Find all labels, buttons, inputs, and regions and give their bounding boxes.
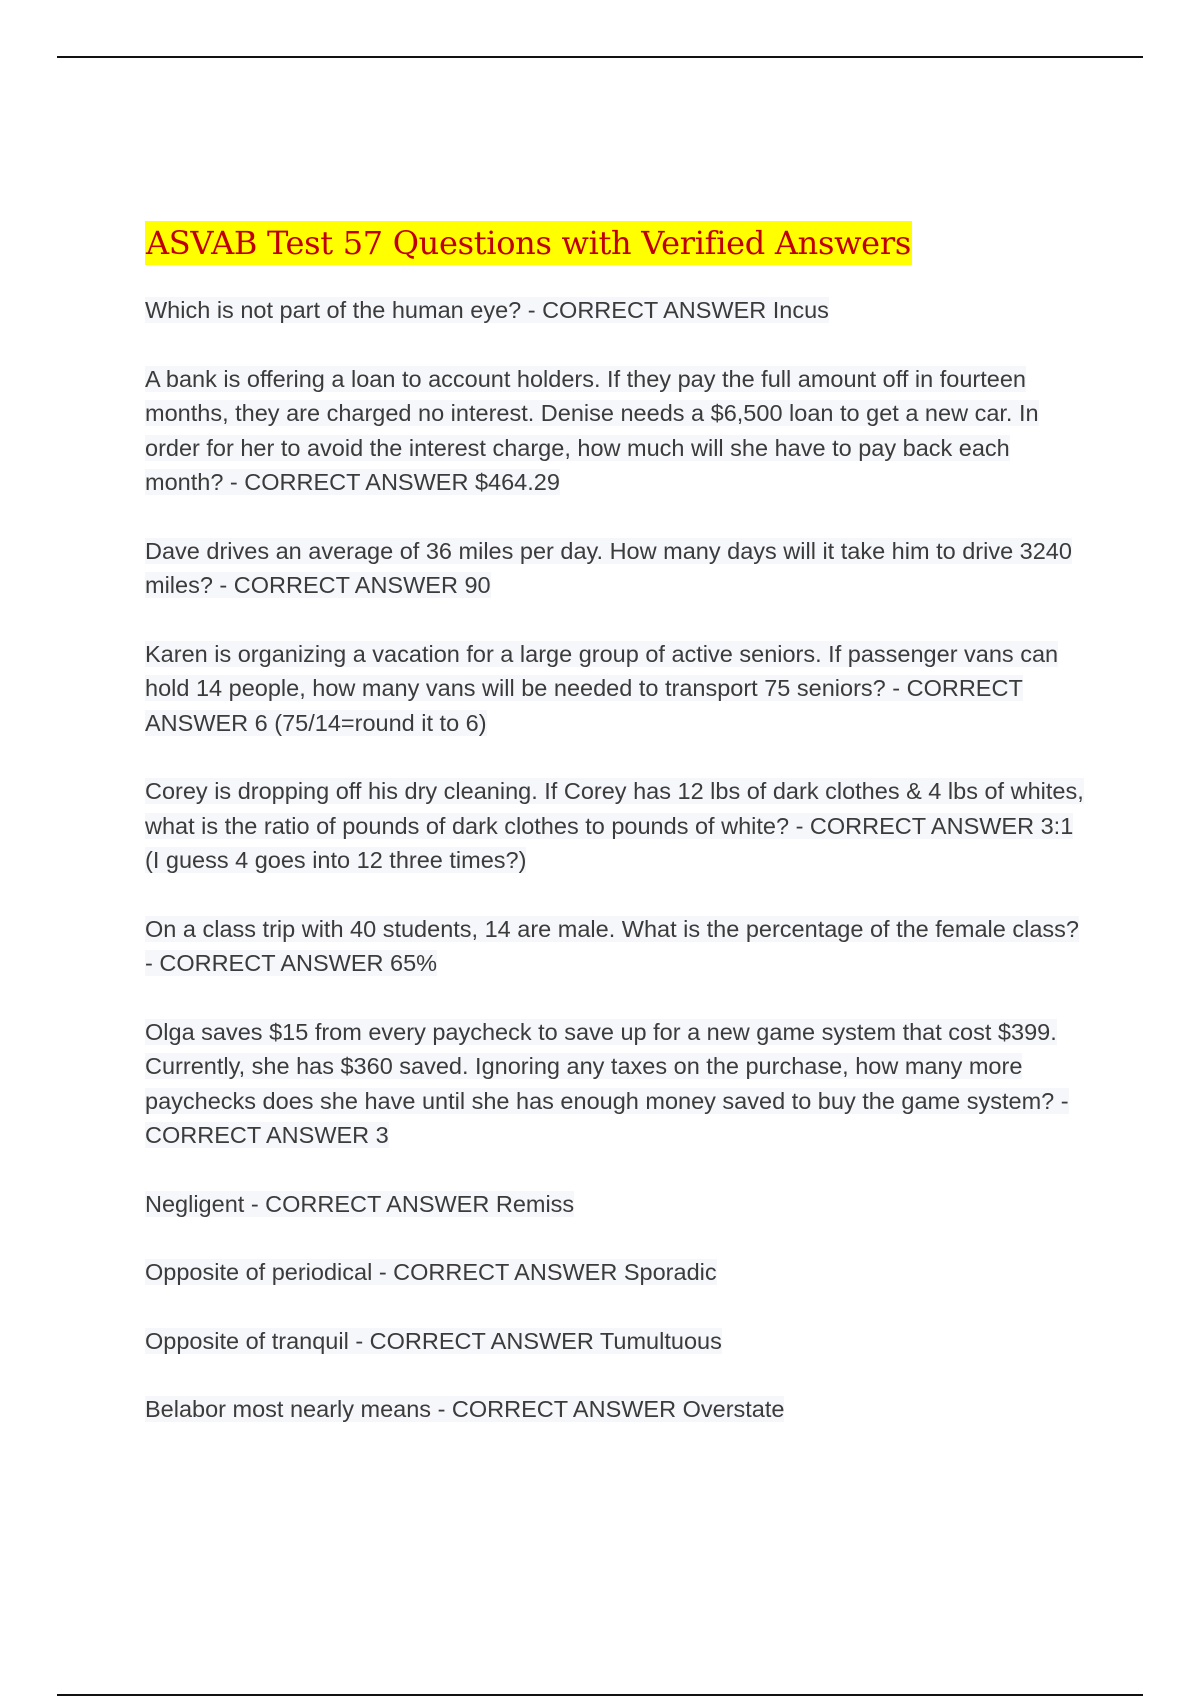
- question-item: [145, 1187, 1085, 1222]
- question-text: On a class trip with 40 students, 14 are male. What is the percentage of the female class? - CORRECT ANSWER 65%: [145, 915, 1079, 976]
- question-text: Negligent - CORRECT ANSWER Remiss: [145, 1190, 575, 1217]
- question-text: Belabor most nearly means - CORRECT ANSWER Overstate: [145, 1396, 785, 1422]
- question-item: [145, 1015, 1085, 1153]
- question-text: A bank is offering a loan to account holders. If they pay the full amount off in fourteen months, they are charged no interest. Denise needs a $6,500 loan to get a new car. In order for her to avoid the interest charge, how much will she have to pay back each month? - CORRECT ANSWER $464.29: [145, 365, 1039, 495]
- question-text: Dave drives an average of 36 miles per day. How many days will it take him to drive 3240 miles? - CORRECT ANSWER 90: [145, 537, 1072, 598]
- question-item: [145, 1392, 1085, 1427]
- question-item: [145, 293, 1085, 328]
- question-text: Olga saves $15 from every paycheck to save up for a new game system that cost $399. Currently, she has $360 saved. Ignoring any taxes on the purchase, how many more paychecks does she have until she has enough money saved to buy the game system? - CORRECT ANSWER 3: [145, 1018, 1069, 1148]
- question-item: [145, 774, 1085, 878]
- question-text: Opposite of tranquil - CORRECT ANSWER Tumultuous: [145, 1327, 722, 1354]
- question-item: [145, 534, 1085, 603]
- document-body: [145, 221, 1085, 1461]
- document-title: ASVAB Test 57 Questions with Verified Answers: [145, 221, 912, 265]
- question-text: Which is not part of the human eye? - CORRECT ANSWER Incus: [145, 297, 829, 323]
- question-item: [145, 1255, 1085, 1290]
- header-divider: [57, 56, 1143, 58]
- question-list: [145, 293, 1085, 1427]
- question-item: [145, 637, 1085, 741]
- question-text: Karen is organizing a vacation for a large group of active seniors. If passenger vans can hold 14 people, how many vans will be needed to transport 75 seniors? - CORRECT ANSWER 6 (75/14=round it to 6): [145, 640, 1059, 736]
- question-item: [145, 362, 1085, 500]
- question-item: [145, 1324, 1085, 1359]
- question-item: [145, 912, 1085, 981]
- question-text: Opposite of periodical - CORRECT ANSWER Sporadic: [145, 1259, 717, 1285]
- question-text: Corey is dropping off his dry cleaning. If Corey has 12 lbs of dark clothes & 4 lbs of whites, what is the ratio of pounds of dark clothes to pounds of white? - CORRECT ANSWER 3:1 (I guess 4 goes into 12 three times?): [145, 778, 1084, 873]
- footer-divider: [57, 1694, 1143, 1696]
